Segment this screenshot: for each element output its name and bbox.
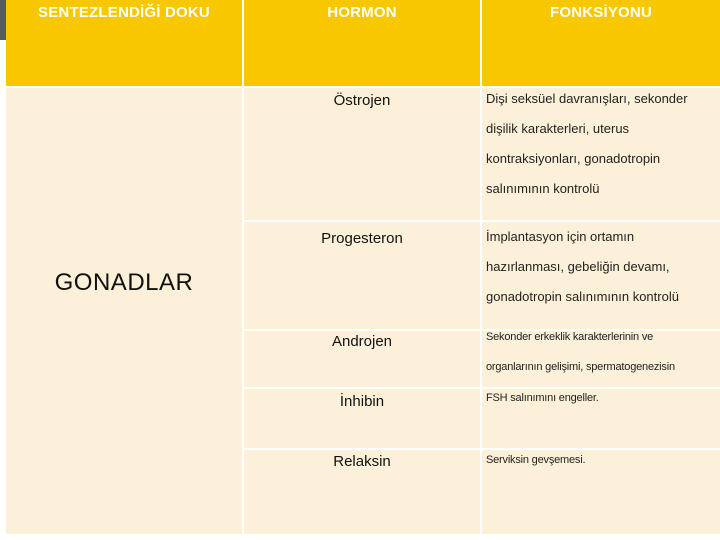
function-cell-5 [482,450,720,534]
function-cell-2 [482,222,720,329]
header-hormone-label: HORMON [327,4,397,21]
function-cell-1 [482,88,720,220]
function-text [486,84,716,204]
function-line: hazırlanması, gebeliğin devamı, [486,259,670,274]
hormone-name: Androjen [331,333,393,350]
function-text [486,383,716,413]
header-function-label: FONKSİYONU [549,4,652,21]
function-line: Dişi seksüel davranışları, sekonder [486,91,688,106]
tissue-cell [6,88,242,534]
hormone-name: Relaksin [333,453,391,470]
header-cell-hormone [244,0,480,86]
function-text [486,445,716,475]
function-line: salınımının kontrolü [486,181,600,196]
function-line: gonadotropin salınımının kontrolü [486,289,679,304]
hormone-name: İnhibin [339,393,385,410]
function-line: kontraksiyonları, gonadotropin [486,151,661,166]
hormone-name: Progesteron [321,230,403,247]
header-cell-function [482,0,720,86]
header-tissue-label: SENTEZLENDİĞİ DOKU [38,4,210,21]
function-line: FSH salınımını engeller. [486,392,599,404]
function-line: organlarının gelişimi, spermatogenezisin [486,361,675,373]
hormone-cell-1 [244,88,480,220]
function-line: Serviksin gevşemesi. [486,454,586,466]
hormone-cell-2 [244,222,480,329]
hormone-cell-3 [244,331,480,387]
hormone-cell-4 [244,389,480,448]
hormone-name: Östrojen [333,92,391,109]
function-line: dişilik karakterleri, uterus [486,121,630,136]
function-line: İmplantasyon için ortamın [486,229,635,244]
function-line: Sekonder erkeklik karakterlerinin ve [486,331,654,343]
hormone-table [6,0,720,534]
tissue-label: GONADLAR [54,269,194,296]
hormone-cell-5 [244,450,480,534]
function-cell-4 [482,389,720,448]
function-cell-3 [482,331,720,387]
function-text [486,322,716,382]
header-cell-tissue [6,0,242,86]
function-text [486,222,716,312]
